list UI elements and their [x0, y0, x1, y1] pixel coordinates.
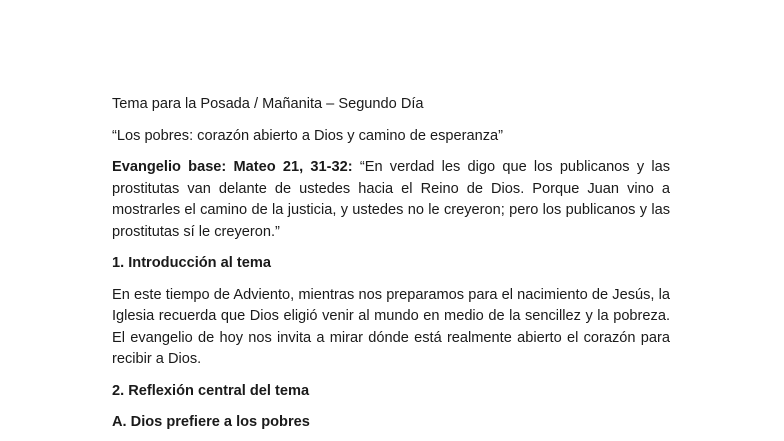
- header-line: Tema para la Posada / Mañanita – Segundo Día: [112, 96, 424, 112]
- document-body: [112, 94, 670, 434]
- section-2a-subheading: A. Dios prefiere a los pobres: [112, 414, 310, 430]
- gospel-label: Evangelio base: Mateo 21, 31-32:: [112, 159, 353, 175]
- section-1-heading: 1. Introducción al tema: [112, 255, 271, 271]
- quote-title: “Los pobres: corazón abierto a Dios y camino de esperanza”: [112, 127, 503, 144]
- section-1-body: En este tiempo de Adviento, mientras nos preparamos para el nacimiento de Jesús, la Iglesia recuerda que Dios eligió venir al mundo en medio de la sencillez y la pobreza. El evangelio de hoy nos invita a mirar dónde está realmente abierto el corazón para recibir a Dios.: [112, 286, 670, 367]
- section-2-heading: 2. Reflexión central del tema: [112, 382, 310, 399]
- gospel-text: “En verdad les digo que los publicanos y las prostitutas van delante de ustedes hacia el Reino de Dios. Porque Juan vino a mostrarles el camino de la justicia, y ustedes no le creyeron; pero los publicanos y las prostitutas sí le creyeron.”: [112, 159, 671, 240]
- gospel-paragraph: [112, 157, 670, 243]
